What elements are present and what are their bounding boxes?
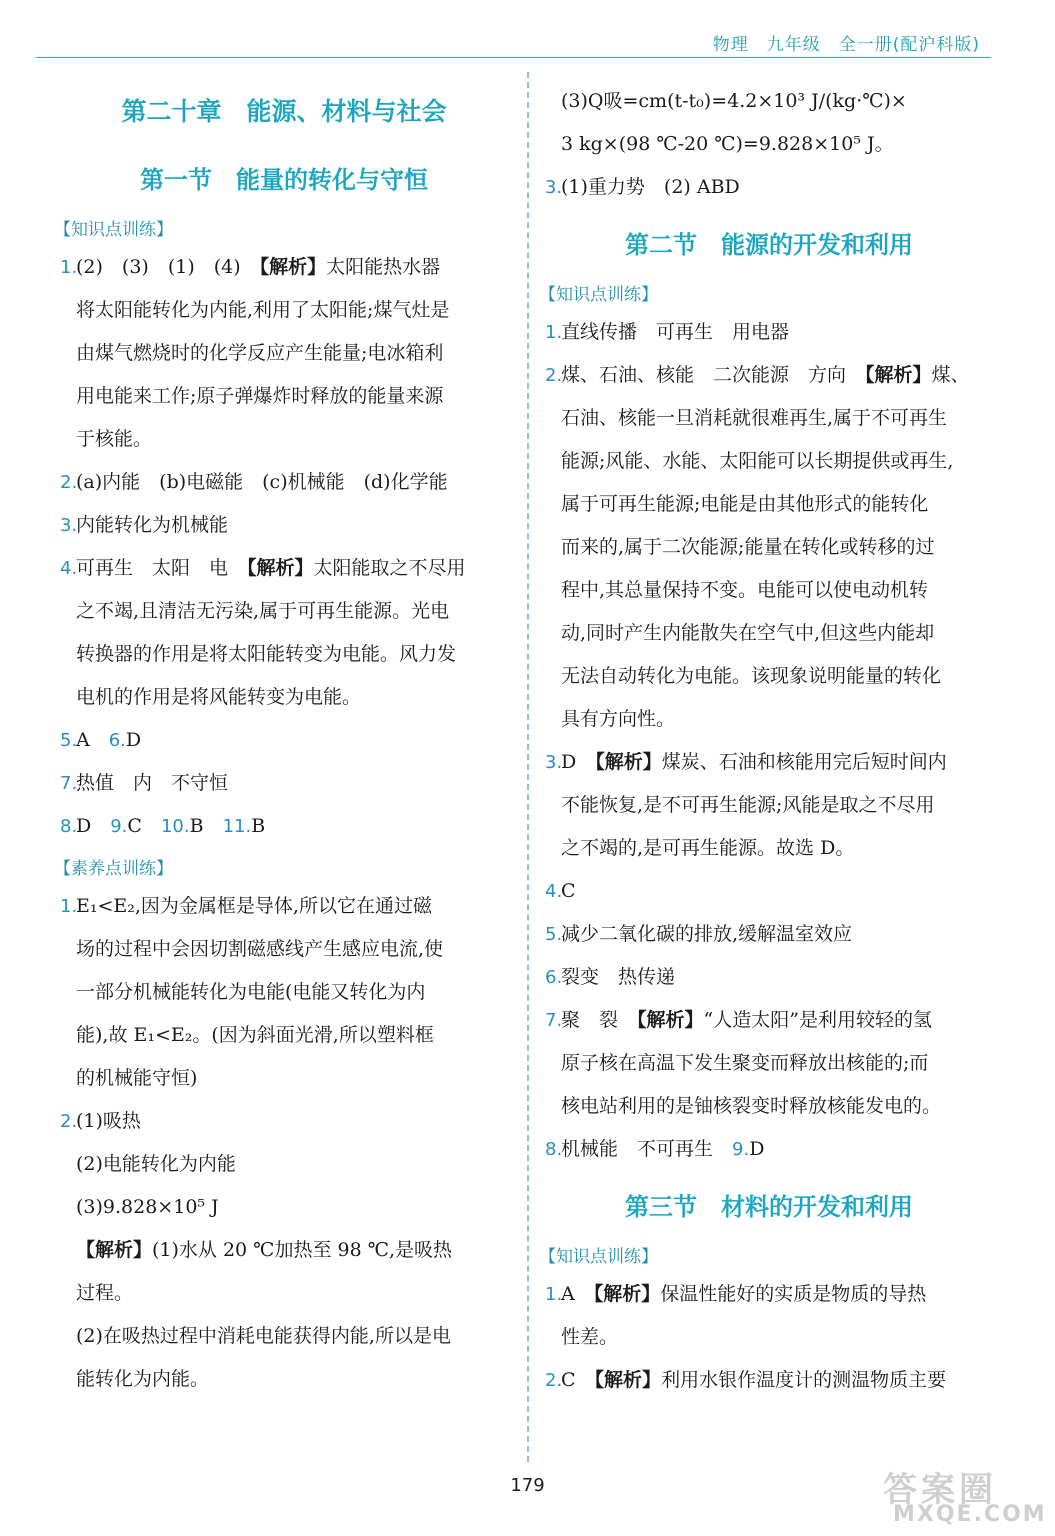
answer-text: (1)吸热 xyxy=(76,1110,141,1132)
section-title-2: 第二节 能源的开发和利用 xyxy=(625,230,913,259)
answer-text: 利用水银作温度计的测温物质主要 xyxy=(661,1369,947,1391)
answer-line: 不能恢复,是不可再生能源;风能是取之不尽用 xyxy=(561,794,935,816)
answer-text: C xyxy=(127,815,161,837)
answer-line: 程中,其总量保持不变。电能可以使电动机转 xyxy=(561,579,929,601)
answer-line: 将太阳能转化为内能,利用了太阳能;煤气灶是 xyxy=(76,299,450,321)
analysis-label: 【解析】 xyxy=(637,1009,704,1031)
answer-line: (2)电能转化为内能 xyxy=(76,1153,236,1175)
answer-item xyxy=(60,1100,508,1143)
item-number: 2. xyxy=(545,1370,563,1391)
item-number: 4. xyxy=(545,881,563,902)
item-number: 5. xyxy=(545,924,563,945)
answer-line: 场的过程中会因切割磁感线产生感应电流,使 xyxy=(76,938,444,960)
item-number: 2. xyxy=(545,365,563,386)
analysis-label: 【解析】 xyxy=(594,1369,662,1391)
answer-item xyxy=(545,166,993,209)
answer-text: E₁<E₂,因为金属框是导体,所以它在通过磁 xyxy=(76,895,432,917)
section-title-1: 第一节 能量的转化与守恒 xyxy=(140,165,428,194)
answer-item xyxy=(60,885,508,928)
answer-item xyxy=(545,311,993,354)
answer-text: C xyxy=(561,1369,595,1391)
answer-text: 裂变 热传递 xyxy=(561,966,676,988)
answer-text: 保温性能好的实质是物质的导热 xyxy=(660,1283,927,1305)
answer-text: 煤、 xyxy=(931,364,970,386)
answer-text: 太阳能取之不尽用 xyxy=(313,557,466,579)
item-number: 9. xyxy=(732,1139,750,1160)
item-number: 11. xyxy=(222,816,252,837)
knowledge-tag: 【知识点训练】 xyxy=(54,220,173,240)
item-number: 7. xyxy=(545,1010,563,1031)
right-column xyxy=(539,80,993,1402)
answer-line: 属于可再生能源;电能是由其他形式的能转化 xyxy=(561,493,929,515)
page-number: 179 xyxy=(510,1475,545,1496)
answer-item xyxy=(545,999,993,1042)
answer-text: 热值 内 不守恒 xyxy=(76,772,229,794)
answer-text: 内能转化为机械能 xyxy=(76,514,229,536)
section-title-3: 第三节 材料的开发和利用 xyxy=(625,1192,913,1221)
analysis-label: 【解析】 xyxy=(247,557,314,579)
answer-line: 石油、核能一旦消耗就很难再生,属于不可再生 xyxy=(561,407,948,429)
answer-text: A xyxy=(561,1283,594,1305)
analysis-label: 【解析】 xyxy=(593,1283,661,1305)
answer-line: (2)在吸热过程中消耗电能获得内能,所以是电 xyxy=(76,1325,451,1347)
answer-line: 由煤气燃烧时的化学反应产生能量;电冰箱利 xyxy=(76,342,444,364)
answer-text: “人造太阳”是利用较轻的氢 xyxy=(703,1009,932,1031)
item-number: 2. xyxy=(60,1111,78,1132)
answer-text: 太阳能热水器 xyxy=(326,256,441,278)
answer-text: 减少二氧化碳的排放,缓解温室效应 xyxy=(561,923,853,945)
item-number: 3. xyxy=(545,752,563,773)
header-rule xyxy=(36,57,991,58)
item-number: 1. xyxy=(545,1284,563,1305)
item-number: 5. xyxy=(60,730,78,751)
answer-text: 聚 裂 xyxy=(561,1009,638,1031)
answer-text: 煤炭、石油和核能用完后短时间内 xyxy=(661,751,947,773)
answer-text: 机械能 不可再生 xyxy=(561,1138,733,1160)
answer-line: 无法自动转化为电能。该现象说明能量的转化 xyxy=(561,665,942,687)
answer-line: 能),故 E₁<E₂。(因为斜面光滑,所以塑料框 xyxy=(76,1024,434,1046)
answer-item xyxy=(545,1359,993,1402)
answer-item xyxy=(545,956,993,999)
page-header: 物理 九年级 全一册(配沪科版) xyxy=(712,35,980,55)
answer-item xyxy=(60,246,508,289)
column-divider xyxy=(527,72,529,1462)
answer-item xyxy=(60,504,508,547)
answer-line: (3)Q吸=cm(t-t₀)=4.2×10³ J/(kg·℃)× xyxy=(561,90,907,112)
analysis-label: 【解析】 xyxy=(595,751,662,773)
answer-line: 过程。 xyxy=(76,1282,134,1304)
answer-line: 之不竭的,是可再生能源。故选 D。 xyxy=(561,837,855,859)
answer-line xyxy=(60,1229,508,1272)
answer-text: 煤、石油、核能 二次能源 方向 xyxy=(561,364,866,386)
answer-item xyxy=(545,354,993,397)
answer-text: (1)重力势 (2) ABD xyxy=(561,176,740,198)
watermark-logo xyxy=(873,1462,1047,1530)
answer-line: 用电能来工作;原子弹爆炸时释放的能量来源 xyxy=(76,385,444,407)
answer-text: B xyxy=(189,815,223,837)
answer-line: 于核能。 xyxy=(76,428,153,450)
answer-item xyxy=(60,719,508,762)
answer-item xyxy=(545,1273,993,1316)
answer-text: D xyxy=(125,729,142,751)
analysis-label: 【解析】 xyxy=(865,364,932,386)
item-number: 10. xyxy=(160,816,190,837)
answer-text: C xyxy=(561,880,576,902)
answer-line: 转换器的作用是将太阳能转变为电能。风力发 xyxy=(76,643,457,665)
answer-line: 一部分机械能转化为电能(电能又转化为内 xyxy=(76,981,426,1003)
answer-text: (1)水从 20 ℃加热至 98 ℃,是吸热 xyxy=(152,1239,452,1261)
answer-line: 具有方向性。 xyxy=(561,708,676,730)
answer-item xyxy=(60,805,508,848)
answer-text: D xyxy=(749,1138,765,1160)
item-number: 1. xyxy=(60,896,78,917)
answer-text: 可再生 太阳 电 xyxy=(76,557,248,579)
answer-text: 直线传播 可再生 用电器 xyxy=(561,321,790,343)
item-number: 9. xyxy=(110,816,128,837)
answer-text: (a)内能 (b)电磁能 (c)机械能 (d)化学能 xyxy=(76,471,448,493)
item-number: 7. xyxy=(60,773,78,794)
item-number: 6. xyxy=(545,967,563,988)
item-number: 6. xyxy=(108,730,126,751)
knowledge-tag: 【知识点训练】 xyxy=(539,285,658,305)
analysis-label: 【解析】 xyxy=(76,1239,153,1261)
answer-text: A xyxy=(76,729,109,751)
answer-line: 电机的作用是将风能转变为电能。 xyxy=(76,686,362,708)
answer-item xyxy=(60,461,508,504)
answer-line: (3)9.828×10⁵ J xyxy=(76,1196,219,1218)
answer-item xyxy=(60,547,508,590)
answer-line: 能转化为内能。 xyxy=(76,1368,210,1390)
analysis-label: 【解析】 xyxy=(259,256,327,278)
answer-item xyxy=(545,1128,993,1171)
watermark-site-text: MXQE.COM xyxy=(893,1502,1047,1527)
knowledge-tag: 【知识点训练】 xyxy=(539,1247,658,1267)
answer-text: D xyxy=(561,751,596,773)
left-column xyxy=(54,80,508,1401)
answer-text: B xyxy=(251,815,266,837)
answer-item xyxy=(545,870,993,913)
item-number: 1. xyxy=(60,257,78,278)
answer-item xyxy=(545,913,993,956)
item-number: 4. xyxy=(60,558,78,579)
answer-item xyxy=(545,741,993,784)
answer-line: 而来的,属于二次能源;能量在转化或转移的过 xyxy=(561,536,935,558)
item-number: 3. xyxy=(60,515,78,536)
answer-line: 原子核在高温下发生聚变而释放出核能的;而 xyxy=(561,1052,929,1074)
answer-line: 3 kg×(98 ℃-20 ℃)=9.828×10⁵ J。 xyxy=(561,133,894,155)
answer-text: D xyxy=(76,815,111,837)
answer-line: 核电站利用的是铀核裂变时释放核能发电的。 xyxy=(561,1095,942,1117)
answer-line: 能源;风能、水能、太阳能可以长期提供或再生, xyxy=(561,450,954,472)
chapter-title: 第二十章 能源、材料与社会 xyxy=(121,97,447,126)
answer-text: (2) (3) (1) (4) xyxy=(76,256,260,278)
answer-line: 性差。 xyxy=(561,1326,619,1348)
watermark-logo-text: 答案圈 xyxy=(883,1470,997,1510)
item-number: 8. xyxy=(545,1139,563,1160)
answer-line: 动,同时产生内能散失在空气中,但这些内能却 xyxy=(561,622,935,644)
literacy-tag: 【素养点训练】 xyxy=(54,859,173,879)
item-number: 2. xyxy=(60,472,78,493)
answer-line: 之不竭,且清洁无污染,属于可再生能源。光电 xyxy=(76,600,450,622)
item-number: 3. xyxy=(545,177,563,198)
answer-item xyxy=(60,762,508,805)
item-number: 1. xyxy=(545,322,563,343)
answer-line: 的机械能守恒) xyxy=(76,1067,198,1089)
item-number: 8. xyxy=(60,816,78,837)
